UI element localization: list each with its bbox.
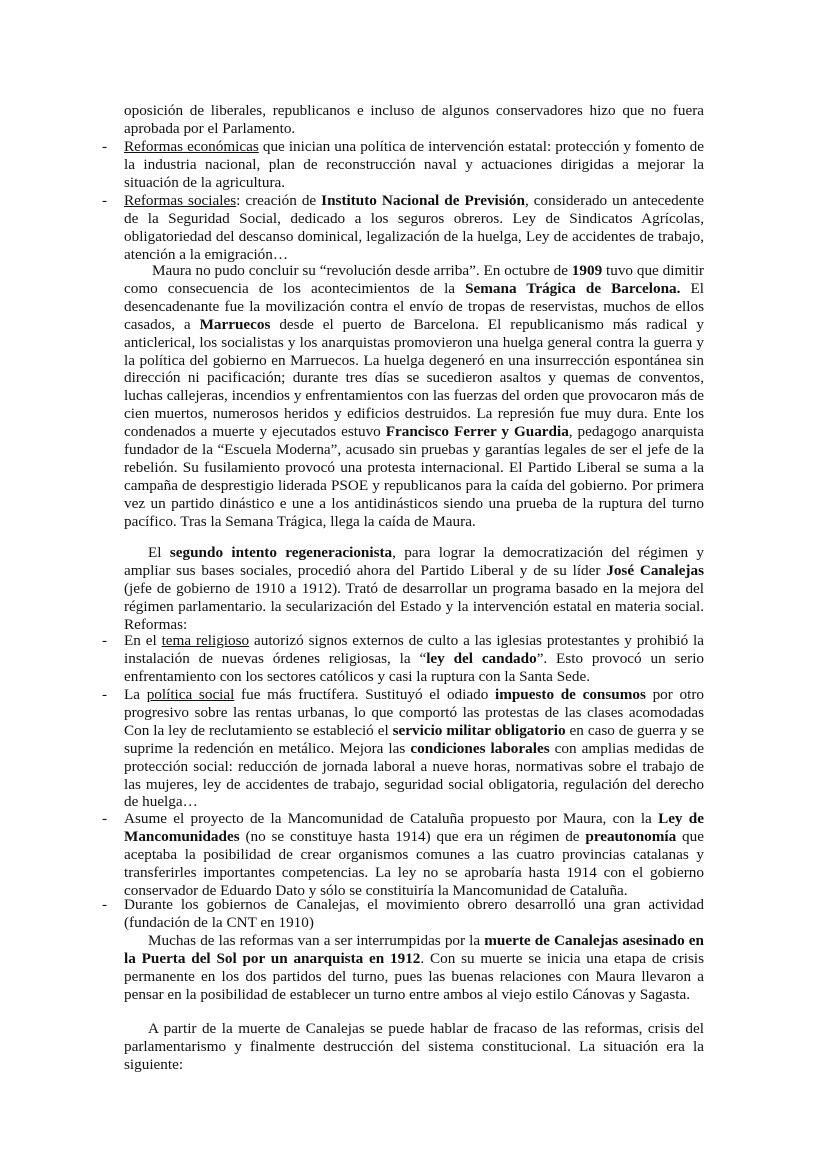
paragraph-fracaso-reformas: A partir de la muerte de Canalejas se puede hablar de fracaso de las reformas, crisis del parlamentarismo y finalmente destrucción del sistema constitucional. La situación era la siguiente:: [124, 1020, 704, 1073]
bullet-reformas-economicas: Reformas económicas que inician una política de intervención estatal: protección y fomento de la industria nacional, plan de reconstrucción naval y actuaciones dirigidas a mejorar la situación de la agricultura.: [124, 138, 705, 191]
bullet-mancomunidad: Asume el proyecto de la Mancomunidad de Cataluña propuesto por Maura, con la Ley de Mancomunidades (no se constituye hasta 1914) que era un régimen de preautonomía que aceptaba la posibilidad de crear organismos comunes a las cuatro provincias catalanas y transferirles importantes competencias. La ley no se aprobaría hasta 1914 con el gobierno conservador de Eduardo Dato y sólo se constituiría la Mancomunidad de Cataluña.: [124, 810, 704, 899]
paragraph-muerte-canalejas: Muchas de las reformas van a ser interrumpidas por la muerte de Canalejas asesinado en la Puerta del Sol por un anarquista en 1912. Con su muerte se inicia una etapa de crisis permanente en los dos partidos del turno, pues las buenas relaciones con Maura llevaron a pensar en la posibilidad de establecer un turno entre ambos al viejo estilo Cánovas y Sagasta.: [124, 932, 705, 1003]
bullet-dash: -: [102, 192, 108, 209]
reformas-sociales-heading: Reformas sociales: [124, 192, 237, 209]
paragraph-semana-tragica: Maura no pudo concluir su “revolución desde arriba”. En octubre de 1909 tuvo que dimitir como consecuencia de los acontecimientos de la Semana Trágica de Barcelona. El desencadenante fue la movilización contra el envío de tropas de reservistas, muchos de ellos casados, a Marruecos desde el puerto de Barcelona. El republicanismo más radical y anticlerical, los socialistas y los anarquistas promovieron una huelga general contra la guerra y la política del gobierno en Marruecos. La huelga degeneró en una insurrección espontánea sin dirección ni pacificación; durante tres días se sucedieron asaltos y quemas de conventos, luchas callejeras, incendios y enfrentamientos con las fuerzas del orden que provocaron más de cien muertos, numerosos heridos y edificios destruidos. La represión fue muy dura. Ente los condenados a muerte y ejecutados estuvo Francisco Ferrer y Guardia, pedagogo anarquista fundador de la “Escuela Moderna”, acusado sin pruebas y garantías legales de ser el jefe de la rebelión. Su fusilamiento provocó una protesta internacional. El Partido Liberal se suma a la campaña de desprestigio liderada PSOE y republicanos para la caída del gobierno. Por primera vez un partido dinástico e une a los antidinásticos siendo una prueba de la ruptura del turno pacífico. Tras la Semana Trágica, llega la caída de Maura.: [124, 262, 705, 530]
bullet-dash: -: [102, 810, 108, 827]
bullet-dash: -: [102, 686, 108, 703]
reformas-economicas-heading: Reformas económicas: [124, 138, 259, 155]
bullet-movimiento-obrero: Durante los gobiernos de Canalejas, el movimiento obrero desarrolló una gran actividad (fundación de la CNT en 1910): [124, 896, 704, 931]
bullet-reformas-sociales: Reformas sociales: creación de Instituto Nacional de Previsión, considerado un antecedente de la Seguridad Social, dedicado a los seguros obreros. Ley de Sindicatos Agrícolas, obligatoriedad del descanso dominical, legalización de la huelga, Ley de accidentes de trabajo, atención a la emigración…: [124, 192, 705, 263]
paragraph-intro-continuation: oposición de liberales, republicanos e incluso de algunos conservadores hizo que no fuera aprobada por el Parlamento.: [124, 102, 704, 137]
bullet-dash: -: [102, 896, 108, 913]
bullet-politica-social: La política social fue más fructífera. Sustituyó el odiado impuesto de consumos por otro progresivo sobre las rentas urbanas, lo que comportó las protestas de las clases acomodadas Con la ley de reclutamiento se estableció el servicio militar obligatorio en caso de guerra y se suprime la redención en metálico. Mejora las condiciones laborales con amplias medidas de protección social: reducción de jornada laboral a nueve horas, normativas sobre el trabajo de las mujeres, ley de accidentes de trabajo, seguridad social obligatoria, regulación del derecho de huelga…: [124, 686, 704, 811]
bullet-dash: -: [102, 138, 108, 155]
bullet-dash: -: [102, 632, 108, 649]
paragraph-segundo-intento: El segundo intento regeneracionista, para lograr la democratización del régimen y ampliar sus bases sociales, procedió ahora del Partido Liberal y de su líder José Canalejas (jefe de gobierno de 1910 a 1912). Trató de desarrollar un programa basado en la mejora del régimen parlamentario. la secularización del Estado y la intervención estatal en materia social. Reformas:: [124, 544, 705, 633]
bullet-tema-religioso: En el tema religioso autorizó signos externos de culto a las iglesias protestantes y prohibió la instalación de nuevas órdenes religiosas, la “ley del candado”. Esto provocó un serio enfrentamiento con los sectores católicos y casi la ruptura con la Santa Sede.: [124, 632, 705, 685]
